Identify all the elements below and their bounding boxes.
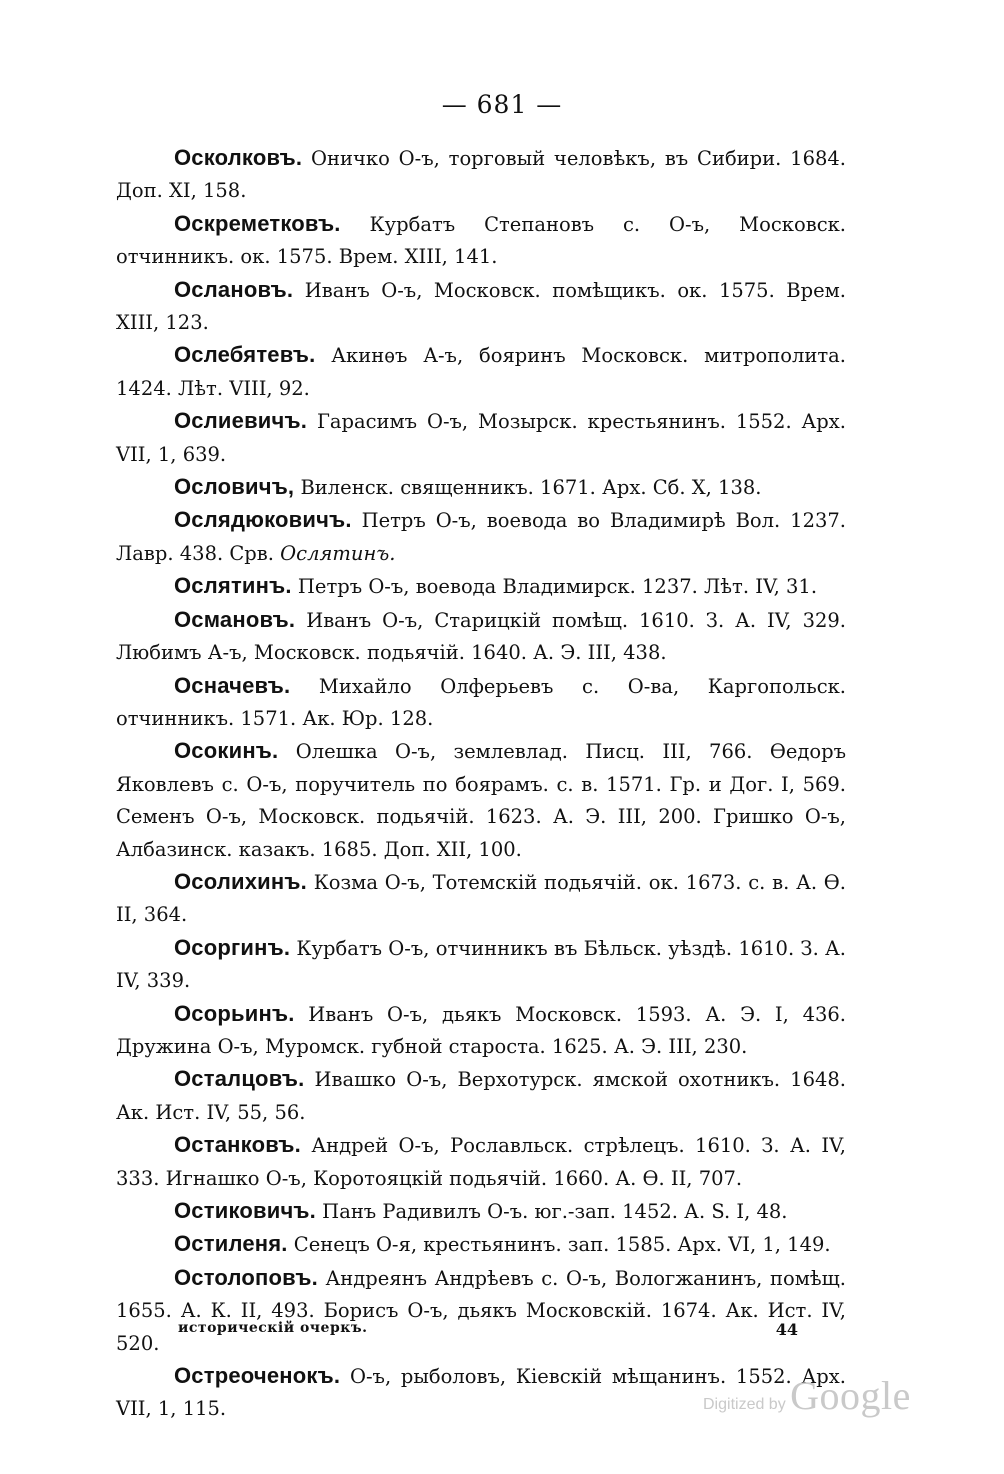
entry	[116, 339, 846, 405]
entry-head: Оскреметковъ.	[174, 210, 341, 236]
entry-text: Петръ О-ъ, воевода во Владимирѣ Вол. 1237. Лавр. 438. Срв.	[116, 509, 846, 565]
entry-text: О-ъ, рыболовъ, Кіевскій мѣщанинъ. 1552. Арх. VII, 1, 115.	[116, 1365, 846, 1421]
entry	[116, 998, 846, 1064]
entry-head: Осначевъ.	[174, 672, 291, 698]
entry	[116, 405, 846, 471]
entry	[116, 1129, 846, 1195]
entry-text: Андрей О-ъ, Рославльск. стрѣлецъ. 1610. З. А. IV, 333. Игнашко О-ъ, Коротояцкій подьячій. 1660. А. Ѳ. II, 707.	[116, 1134, 846, 1190]
entry-text: Виленск. священникъ. 1671. Арх. Сб. X, 138.	[294, 476, 762, 500]
entry-text: Петръ О-ъ, воевода Владимирск. 1237. Лѣт. IV, 31.	[291, 575, 818, 599]
signature-mark: 44	[775, 1320, 798, 1339]
entry-head: Ослиевичъ.	[174, 408, 308, 434]
entry	[116, 570, 846, 603]
page-footer	[178, 1320, 798, 1339]
entry-text: Олешка О-ъ, землевлад. Писц. III, 766. Ѳедоръ Яковлевъ с. О-ъ, поручитель по боярамъ. с. в. 1571. Гр. и Дог. I, 569. Семенъ О-ъ, Московск. подьячій. 1623. А. Э. III, 200. Гришко О-ъ, Албазинск. казакъ. 1685. Доп. XII, 100.	[116, 740, 846, 861]
entry-text: Гарасимъ О-ъ, Мозырск. крестьянинъ. 1552. Арх. VII, 1, 639.	[116, 410, 846, 466]
entry-head: Останковъ.	[174, 1132, 301, 1158]
entry-head: Ословичъ,	[174, 474, 295, 500]
entry-text: Иванъ О-ъ, Старицкій помѣщ. 1610. З. А. IV, 329. Любимъ А-ъ, Московск. подьячій. 1640. А. Э. III, 438.	[116, 608, 846, 665]
entry	[116, 735, 846, 866]
entry-head: Осталцовъ.	[174, 1066, 305, 1092]
page-number: — 681 —	[441, 90, 563, 119]
entry	[116, 932, 846, 998]
entry-text: Ивашко О-ъ, Верхотурск. ямской охотникъ. 1648. Ак. Ист. IV, 55, 56.	[116, 1068, 846, 1124]
entry	[116, 1262, 846, 1360]
entry-head: Ослебятевъ.	[174, 342, 316, 368]
entry	[116, 866, 846, 932]
digitized-watermark	[703, 1372, 911, 1419]
entry-head: Осолихинъ.	[174, 868, 307, 894]
entry-head: Ослановъ.	[174, 276, 294, 302]
entry	[116, 1063, 846, 1129]
entry-list	[116, 142, 846, 1426]
entry-text: Курбатъ Степановъ с. О-ъ, Московск. отчинникъ. ок. 1575. Врем. XIII, 141.	[116, 212, 846, 269]
entry-text: Андреянъ Андрѣевъ с. О-ъ, Вологжанинъ, помѣщ. 1655. А. К. II, 493. Борисъ О-ъ, дьякъ Московскій. 1674. Ак. Ист. IV, 520.	[116, 1266, 846, 1355]
entry	[116, 604, 846, 670]
entry-text: Сенецъ О-я, крестьянинъ. зап. 1585. Арх. VI, 1, 149.	[287, 1233, 831, 1257]
entry-head: Остиковичъ.	[174, 1198, 316, 1223]
entry-head: Осорьинъ.	[174, 1000, 295, 1026]
entry	[116, 208, 846, 274]
entry	[116, 142, 846, 208]
entry-head: Осколковъ.	[174, 145, 303, 170]
entry	[116, 471, 846, 504]
entry-cross-reference: Ослятинъ.	[280, 541, 396, 565]
entry-head: Ослядюковичъ.	[174, 507, 352, 533]
entry-head: Осоргинъ.	[174, 934, 291, 960]
entry-text: Михайло Олферьевъ с. О-ва, Каргопольск. отчинникъ. 1571. Ак. Юр. 128.	[116, 674, 846, 730]
entry	[116, 1228, 846, 1261]
entry-head: Остиленя.	[174, 1231, 288, 1257]
entry-text: Акинѳъ А-ъ, бояринъ Московск. митрополита. 1424. Лѣт. VIII, 92.	[116, 344, 846, 400]
entry-text: Курбатъ О-ъ, отчинникъ въ Бѣльск. уѣздѣ. 1610. З. А. IV, 339.	[116, 936, 846, 993]
entry-text: Оничко О-ъ, торговый человѣкъ, въ Сибири. 1684. Доп. XI, 158.	[116, 147, 846, 203]
entry-text: Панъ Радивилъ О-ъ. юг.-зап. 1452. А. S. I, 48.	[315, 1200, 788, 1223]
entry-head: Остреоченокъ.	[174, 1363, 341, 1389]
entry-text: Иванъ О-ъ, дьякъ Московск. 1593. А. Э. I, 436. Дружина О-ъ, Муромск. губной староста. 1625. А. Э. III, 230.	[116, 1002, 846, 1058]
entry-text: Иванъ О-ъ, Московск. помѣщикъ. ок. 1575. Врем. XIII, 123.	[116, 278, 846, 335]
watermark-prefix: Digitized by	[703, 1396, 786, 1413]
entry-head: Ослятинъ.	[174, 573, 292, 599]
entry	[116, 504, 846, 570]
entry-head: Осокинъ.	[174, 738, 279, 764]
google-logo: Google	[790, 1373, 911, 1418]
entry	[116, 670, 846, 736]
running-footer-title: историческій очеркъ.	[178, 1320, 368, 1336]
entry-head: Османовъ.	[174, 606, 296, 632]
entry-text: Козма О-ъ, Тотемскій подьячій. ок. 1673. с. в. А. Ѳ. II, 364.	[116, 870, 846, 927]
entry	[116, 1195, 846, 1228]
entry	[116, 274, 846, 340]
entry-head: Остолоповъ.	[174, 1264, 318, 1290]
